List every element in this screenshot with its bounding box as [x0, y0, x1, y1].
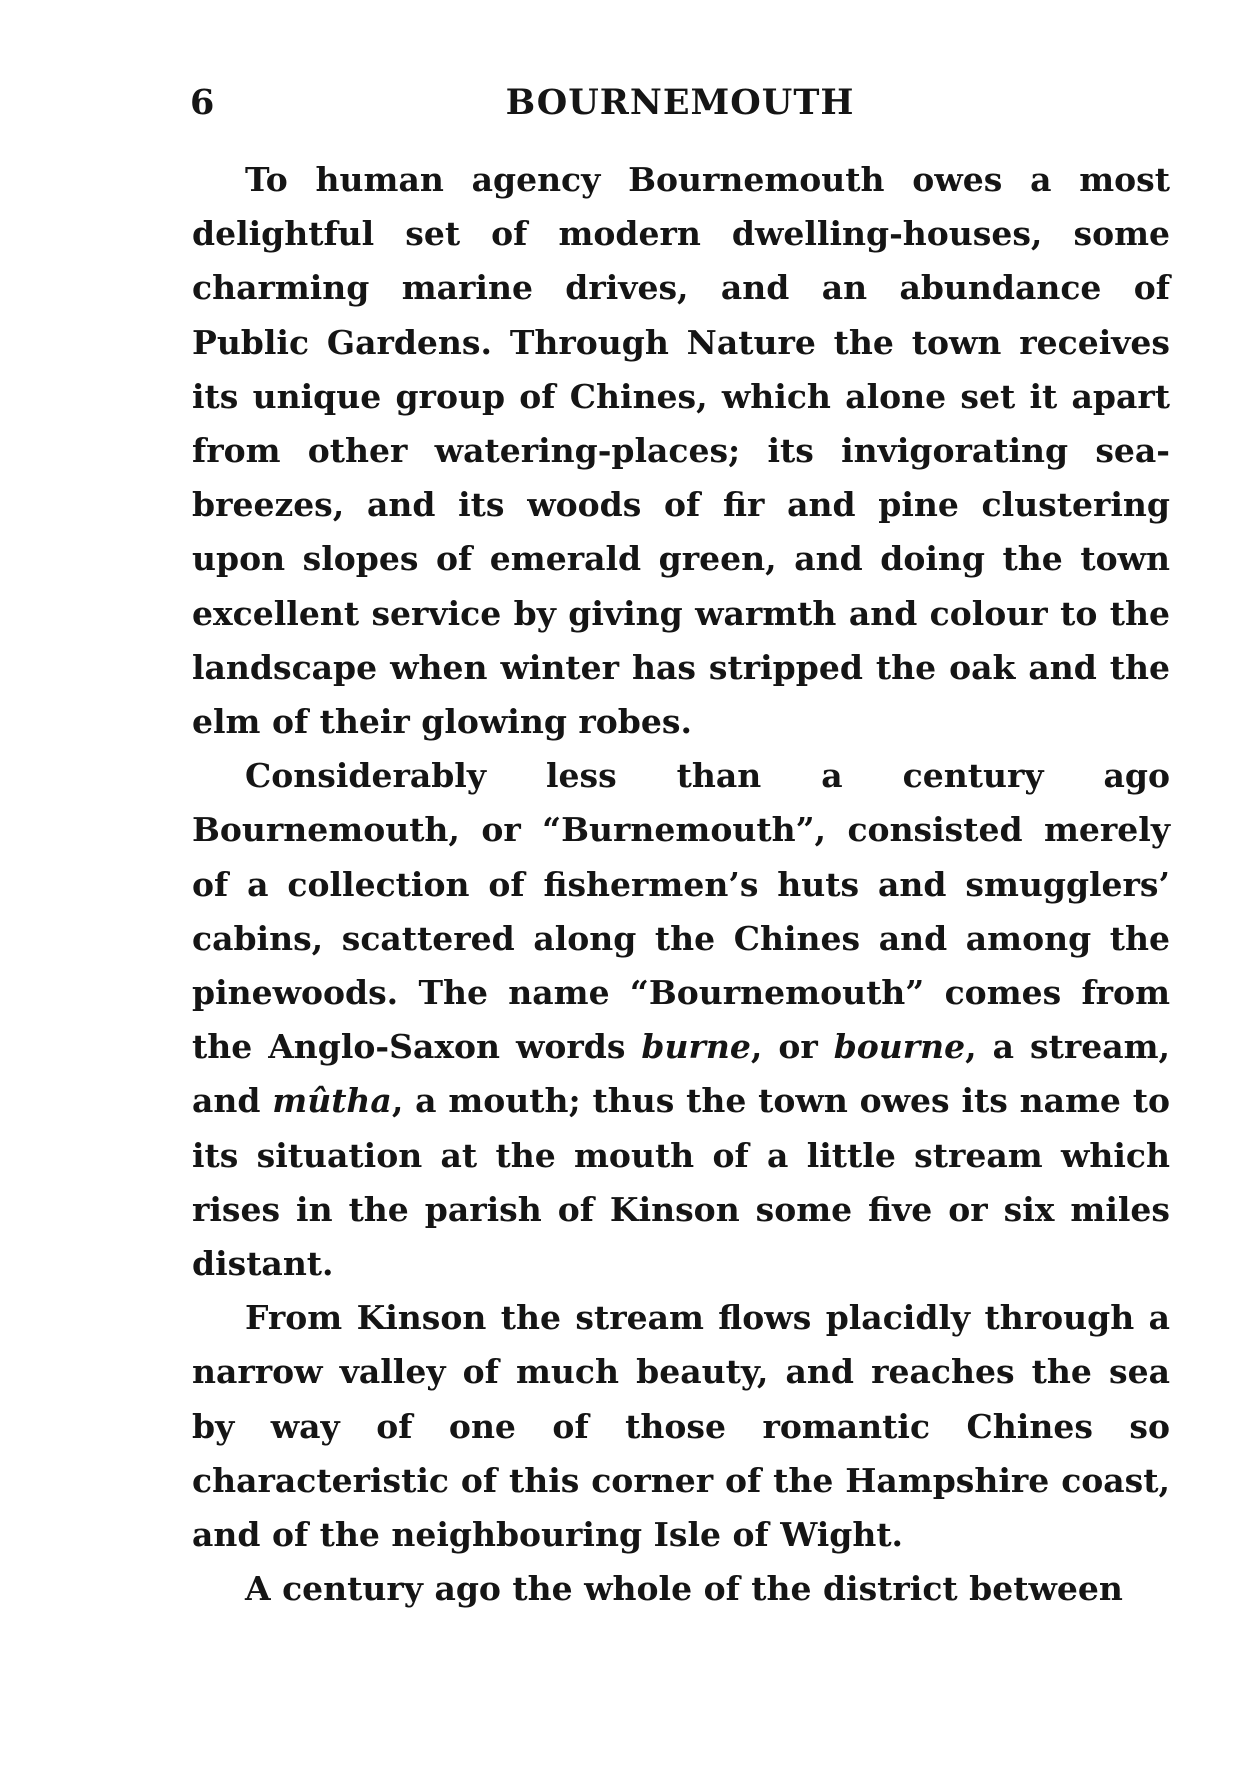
- paragraph-2-part-2: , or: [750, 1027, 834, 1067]
- page-number: 6: [190, 82, 216, 123]
- page-header: [190, 82, 1170, 132]
- paragraph-2-part-3: , a stream, and: [192, 1027, 1170, 1121]
- paragraph-2-part-1: Considerably less than a century ago Bournemouth, or “Burnemouth”, consisted merely of a collection of fishermen’s huts and smugglers’ cabins, scattered along the Chines and among the pinewoods. The name “Bournemouth” comes from the Anglo-Saxon words: [192, 756, 1170, 1067]
- running-title: BOURNEMOUTH: [505, 82, 855, 123]
- italic-word-mutha: mûtha: [272, 1081, 392, 1121]
- paragraph-2-part-4: , a mouth; thus the town owes its name to its situation at the mouth of a little stream which rises in the parish of Kinson some five or six miles distant.: [192, 1081, 1170, 1284]
- body-text: [192, 153, 1170, 1616]
- paragraph-2: [192, 749, 1170, 1291]
- italic-word-bourne: bourne: [833, 1027, 966, 1067]
- paragraph-1: To human agency Bournemouth owes a most delightful set of modern dwelling-houses, some charming marine drives, and an abundance of Public Gardens. Through Nature the town receives its unique group of Chines, which alone set it apart from other watering-places; its invigorating sea-breezes, and its woods of fir and pine clustering upon slopes of emerald green, and doing the town excellent service by giving warmth and colour to the landscape when winter has stripped the oak and the elm of their glowing robes.: [192, 160, 1170, 742]
- paragraph-3: From Kinson the stream flows placidly through a narrow valley of much beauty, and reaches the sea by way of one of those romantic Chines so characteristic of this corner of the Hampshire coast, and of the neighbouring Isle of Wight.: [192, 1298, 1170, 1555]
- italic-word-burne: burne: [641, 1027, 751, 1067]
- paragraph-4: A century ago the whole of the district between: [245, 1569, 1123, 1609]
